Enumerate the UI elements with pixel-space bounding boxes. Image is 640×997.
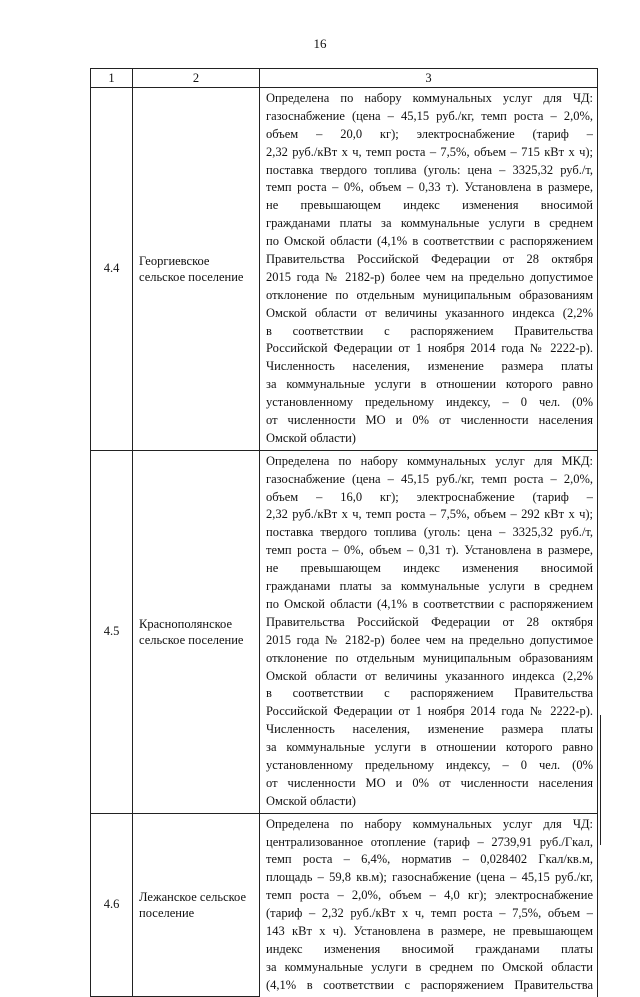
description-line: индекс изменения вносимой гражданами платы — [266, 941, 593, 956]
description-line: Российской Федерации от 1 ноября 2014 года № 2222-р). — [266, 341, 593, 356]
description-line: 2015 года № 2182-р) более чем на предельно допустимое — [266, 269, 593, 284]
description-line: площадь – 59,8 кв.м); газоснабжение (цена – 45,15 руб./кг, — [266, 870, 593, 885]
description-line: Определена по набору коммунальных услуг для ЧД: — [266, 91, 593, 105]
description-line: Омской области) — [266, 793, 356, 808]
description-line: Омской области от величины указанного индекса (2,2% — [266, 668, 593, 683]
table-row — [91, 88, 598, 451]
description-line: газоснабжение (цена – 45,15 руб./кг, темп роста – 2,0%, — [266, 108, 593, 123]
description-line: (тариф – 2,32 руб./кВт х ч, темп роста – 7,5%, объем – — [266, 906, 593, 921]
description-line: установленному предельному индексу, – 0 чел. (0% — [266, 757, 593, 772]
description-line: газоснабжение (цена – 45,15 руб./кг, темп роста – 2,0%, — [266, 471, 593, 486]
description-line: Определена по набору коммунальных услуг для МКД: — [266, 453, 593, 468]
description-line: темп роста – 2,0%, объем – 4,0 кг); электроснабжение — [266, 888, 593, 903]
description-line: установленному предельному индексу, – 0 чел. (0% — [266, 395, 593, 410]
description-line: за коммунальные услуги в отношении которого равно — [266, 740, 593, 755]
settlement-name: Лежанское сельское поселение — [133, 813, 260, 996]
row-number: 4.5 — [91, 450, 133, 813]
description-line: централизованное отопление (тариф – 2739,91 руб./Гкал, — [266, 834, 593, 849]
description-line: в соответствии с распоряжением Правительства — [266, 686, 593, 701]
description-line: Правительства Российской Федерации от 28 октября — [266, 614, 593, 629]
description-line: поставка твердого топлива (уголь: цена – 3325,32 руб./т, — [266, 525, 593, 540]
description-line: не превышающем индекс изменения вносимой — [266, 561, 593, 576]
document-table — [90, 68, 598, 997]
description-line: за коммунальные услуги в отношении которого равно — [266, 377, 593, 392]
description-line: отклонение по отдельным муниципальным образованиям — [266, 287, 593, 302]
description-line: Численность населения, изменение размера платы — [266, 359, 593, 374]
description-line: темп роста – 0%, объем – 0,33 т). Установлена в размере, — [266, 180, 593, 195]
description-line: гражданами платы за коммунальные услуги в среднем — [266, 579, 593, 594]
row-number: 4.6 — [91, 813, 133, 996]
description-line: Омской области) — [266, 430, 356, 445]
description-line: от численности МО и 0% от численности населения — [266, 775, 593, 790]
description-line: не превышающем индекс изменения вносимой — [266, 198, 593, 213]
header-col-1: 1 — [91, 69, 133, 88]
row-description — [260, 450, 598, 813]
description-line: 143 кВт х ч). Установлена в размере, не превышающем — [266, 923, 593, 938]
description-line: темп роста – 6,4%, норматив – 0,028402 Гкал/кв.м, — [266, 852, 593, 867]
description-line: в соответствии с распоряжением Правительства — [266, 323, 593, 338]
description-line: по Омской области (4,1% в соответствии с распоряжением — [266, 596, 593, 611]
page-number: 16 — [313, 36, 327, 51]
description-line: объем – 16,0 кг); электроснабжение (тариф – — [266, 489, 593, 504]
header-col-2: 2 — [133, 69, 260, 88]
right-border-line — [600, 715, 601, 845]
description-line: 2,32 руб./кВт х ч, темп роста – 7,5%, объем – 715 кВт х ч); — [266, 144, 593, 159]
description-line: Численность населения, изменение размера платы — [266, 722, 593, 737]
description-line: гражданами платы за коммунальные услуги в среднем — [266, 216, 593, 231]
description-line: Определена по набору коммунальных услуг для ЧД: — [266, 816, 593, 831]
description-line: поставка твердого топлива (уголь: цена – 3325,32 руб./т, — [266, 162, 593, 177]
header-col-3: 3 — [260, 69, 598, 88]
row-description — [260, 88, 598, 451]
description-line: отклонение по отдельным муниципальным образованиям — [266, 650, 593, 665]
description-line: за коммунальные услуги в среднем по Омской области — [266, 959, 593, 974]
description-line: Российской Федерации от 1 ноября 2014 года № 2222-р). — [266, 704, 593, 719]
description-line: 2,32 руб./кВт х ч, темп роста – 7,5%, объем – 292 кВт х ч); — [266, 507, 593, 522]
description-line: темп роста – 0%, объем – 0,31 т). Установлена в размере, — [266, 543, 593, 558]
settlement-name: Краснополянское сельское поселение — [133, 450, 260, 813]
table-header-row — [91, 69, 598, 88]
settlement-name: Георгиевское сельское поселение — [133, 88, 260, 451]
description-line: 2015 года № 2182-р) более чем на предельно допустимое — [266, 632, 593, 647]
description-line: от численности МО и 0% от численности населения — [266, 413, 593, 428]
description-line: по Омской области (4,1% в соответствии с распоряжением — [266, 234, 593, 249]
description-line: объем – 20,0 кг); электроснабжение (тариф – — [266, 126, 593, 141]
description-line: (4,1% в соответствии с распоряжением Правительства — [266, 977, 593, 992]
description-line: Омской области от величины указанного индекса (2,2% — [266, 305, 593, 320]
description-line: Правительства Российской Федерации от 28 октября — [266, 252, 593, 267]
table-row — [91, 450, 598, 813]
row-number: 4.4 — [91, 88, 133, 451]
